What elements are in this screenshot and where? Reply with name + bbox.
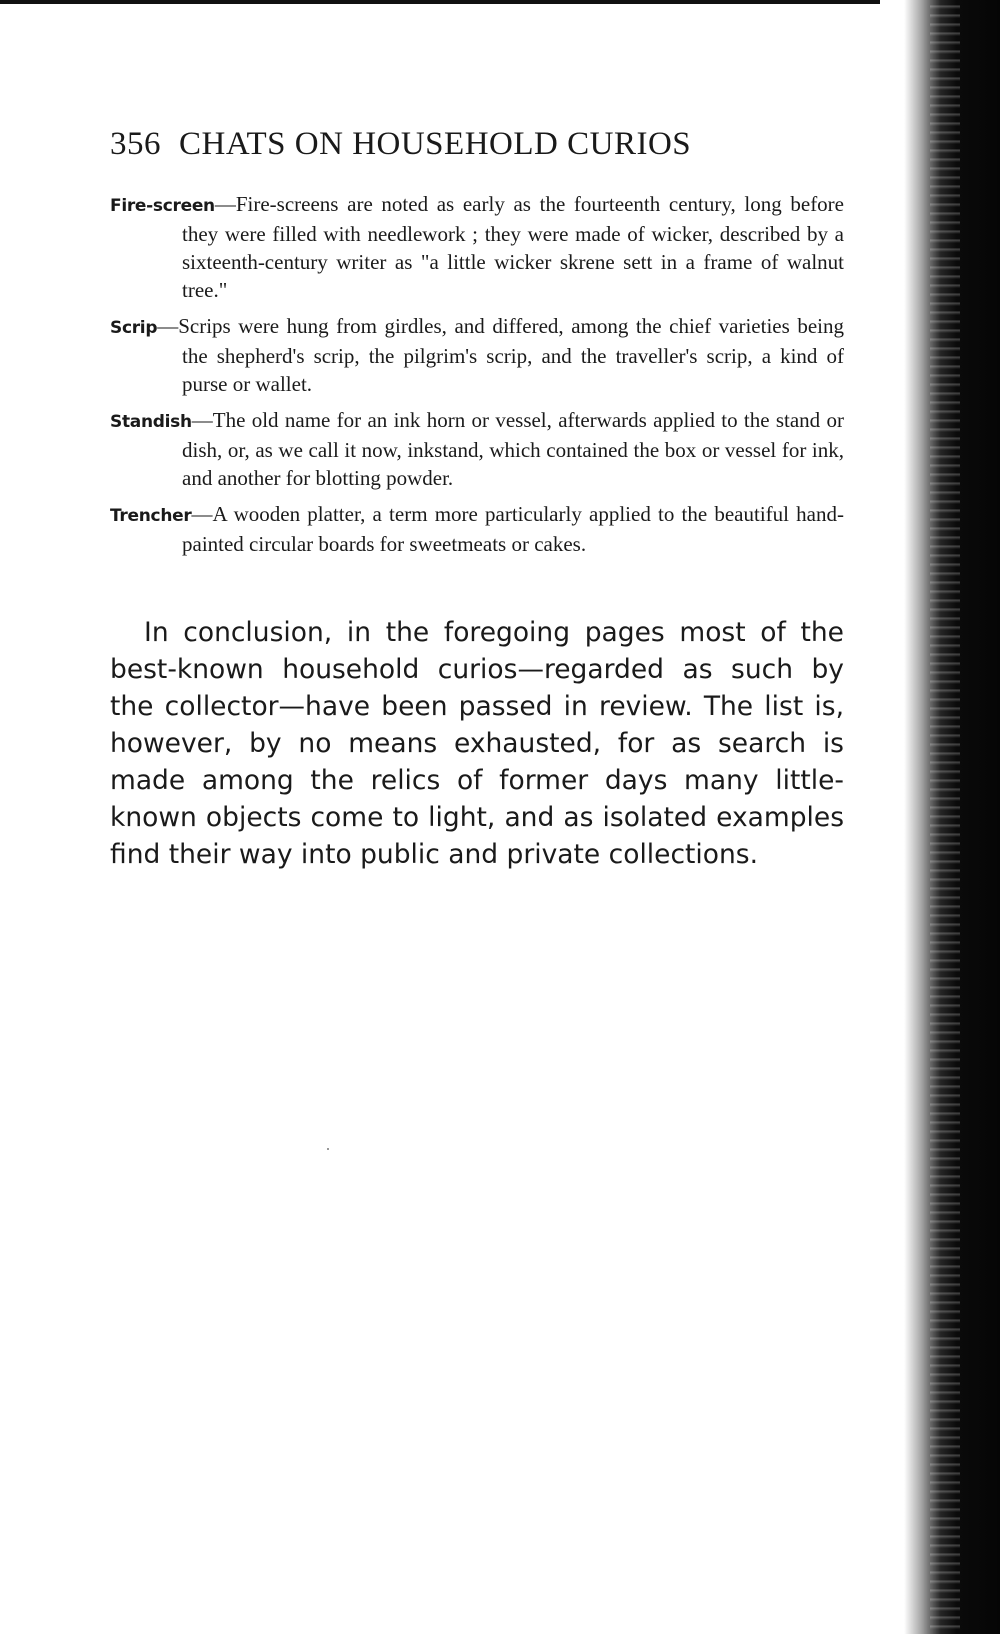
glossary-list — [110, 190, 844, 566]
glossary-entry-fire-screen — [110, 190, 844, 304]
page-edge-speckle — [930, 0, 960, 1634]
glossary-definition: —Fire-screens are noted as early as the fourteenth century, long before they were filled with needlework ; they were made of wicker, described by a sixteenth-century writer as "a little wicker skrene sett in a frame of walnut tree." — [182, 192, 844, 302]
book-title: CHATS ON HOUSEHOLD CURIOS — [179, 126, 692, 162]
page-number: 356 — [110, 126, 161, 162]
stray-print-mark — [327, 1148, 329, 1150]
glossary-term: Fire-screen — [110, 196, 215, 216]
conclusion-paragraph: In conclusion, in the foregoing pages most of the best-known household curios—regarded as such by the collector—have been passed in review. The list is, however, by no means exhausted, for as search is made among the relics of former days many little-known objects come to light, and as isolated examples find their way into public and private collections. — [110, 617, 844, 870]
glossary-definition: —A wooden platter, a term more particularly applied to the beautiful hand-painted circular boards for sweetmeats or cakes. — [182, 502, 844, 556]
top-rule — [0, 0, 880, 4]
glossary-term: Standish — [110, 412, 192, 432]
glossary-term: Scrip — [110, 318, 158, 338]
glossary-definition: —Scrips were hung from girdles, and differed, among the chief varieties being the shepherd's scrip, the pilgrim's scrip, and the traveller's scrip, a kind of purse or wallet. — [157, 314, 844, 396]
glossary-definition: —The old name for an ink horn or vessel, afterwards applied to the stand or dish, or, as we call it now, inkstand, which contained the box or vessel for ink, and another for blotting powder. — [182, 408, 844, 490]
glossary-term: Trencher — [110, 506, 192, 526]
running-head — [110, 126, 850, 163]
glossary-entry-standish — [110, 406, 844, 492]
glossary-entry-trencher — [110, 500, 844, 558]
glossary-entry-scrip — [110, 312, 844, 398]
